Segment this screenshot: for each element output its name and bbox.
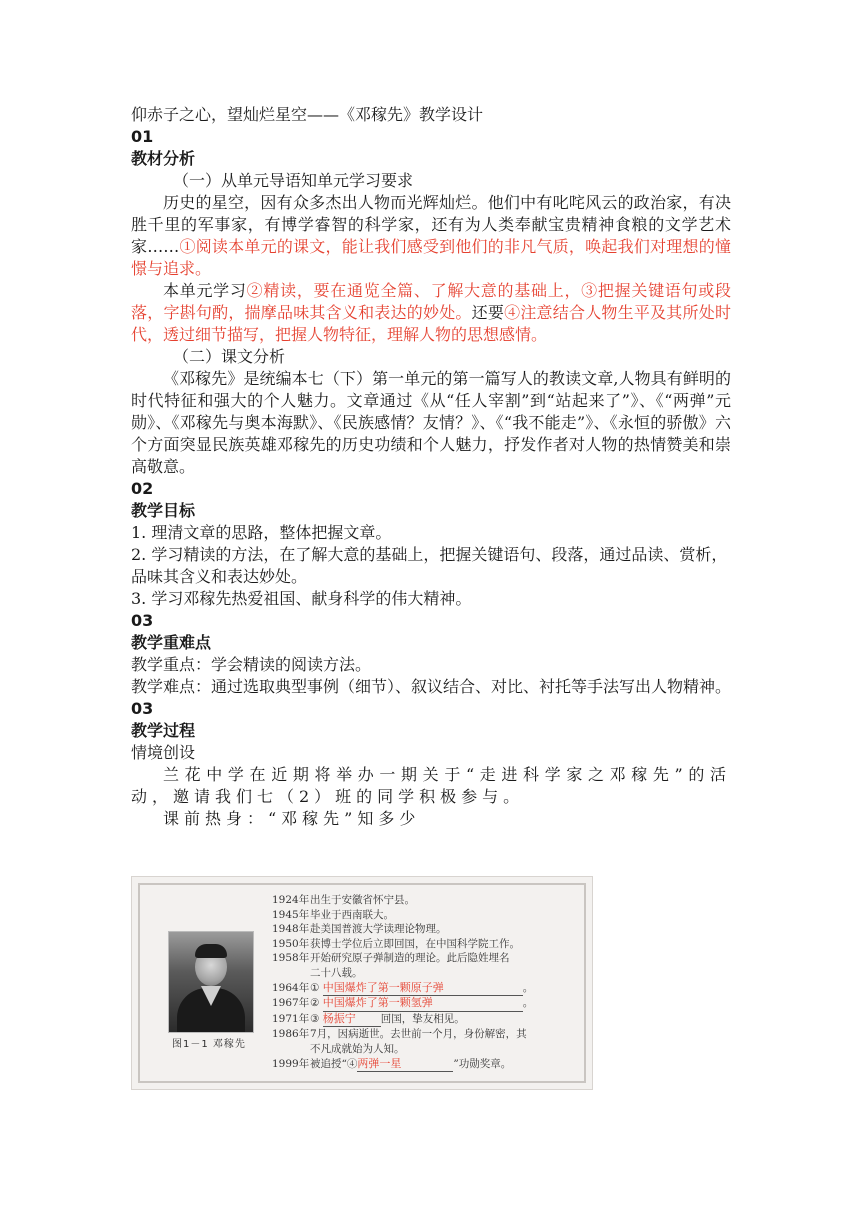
section-number: 03 <box>131 611 154 630</box>
highlight-text: ②精读，要在通览全篇、了解大意的基础上，③把握关键语句或段落，字斟句酌，揣摩品味其含义和表达的妙处。 <box>131 281 731 322</box>
blank-marker: ③ <box>310 1012 320 1025</box>
timeline-suffix: 。 <box>522 981 534 994</box>
objective-item: 3. 学习邓稼先热爱祖国、献身科学的伟大精神。 <box>131 589 472 608</box>
timeline-year <box>272 966 310 981</box>
figure-caption: 图1－1 邓稼先 <box>172 1039 246 1050</box>
timeline-row <box>272 966 577 981</box>
document-title: 仰赤子之心，望灿烂星空——《邓稼先》教学设计 <box>131 105 484 124</box>
paragraph: 《邓稼先》是统编本七（下）第一单元的第一篇写人的教读文章,人物具有鲜明的时代特征和强大的个人魅力。文章通过《从“任人宰割”到“站起来了”》、《“两弹”元勋》、《邓稼先与奥本海默》、《民族感情？友情？》、《“我不能走”》、《永恒的骄傲》六个方面突显民族英雄邓稼先的历史功绩和个人魅力，抒发作者对人物的热情赞美和崇高敬意。 <box>131 369 731 476</box>
timeline-year: 1967年 <box>272 997 310 1010</box>
section-heading: 教学重难点 <box>131 633 212 652</box>
paragraph-text: 本单元学习 <box>163 281 247 300</box>
section-number: 01 <box>131 127 154 146</box>
portrait-photo <box>168 931 254 1033</box>
paragraph-text: 还要 <box>471 303 505 322</box>
timeline-row <box>272 951 577 966</box>
timeline-row <box>272 937 577 952</box>
timeline-event: 获博士学位后立即回国，在中国科学院工作。 <box>310 937 520 950</box>
timeline-year: 1958年 <box>272 952 310 965</box>
paragraph <box>131 192 731 280</box>
timeline-year: 1964年 <box>272 981 310 994</box>
timeline-prefix: 被追授“④ <box>310 1057 358 1070</box>
timeline-suffix: 回国，挚友相见。 <box>380 1012 465 1025</box>
section-heading: 教学目标 <box>131 501 196 520</box>
objective-item: 1. 理清文章的思路，整体把握文章。 <box>131 523 392 542</box>
timeline-event: 开始研究原子弹制造的理论。此后隐姓埋名 <box>310 952 510 965</box>
timeline-event: 二十八载。 <box>310 966 363 979</box>
timeline-event: 不凡成就始为人知。 <box>310 1042 405 1055</box>
filled-answer: 两弹一星 <box>357 1057 453 1073</box>
section-heading: 教学过程 <box>131 721 196 740</box>
paragraph-text: 历史的星空，因有众多杰出人物而光辉灿烂。他们中有叱咤风云的政治家，有决胜千里的军事家，有博学睿智的科学家，还有为人类奉献宝贵精神食粮的文学艺术家…… <box>131 193 731 256</box>
highlight-text: ④注意结合人物生平及其所处时代，透过细节描写，把握人物特征，理解人物的思想感情。 <box>131 303 731 344</box>
timeline-row <box>272 908 577 923</box>
filled-answer: 中国爆炸了第一颗氢弹 <box>323 996 523 1012</box>
timeline-year <box>272 1042 310 1057</box>
timeline-event: 出生于安徽省怀宁县。 <box>310 894 415 906</box>
objective-item: 2. 学习精读的方法，在了解大意的基础上，把握关键语句、段落，通过品读、赏析，品味其含义和表达妙处。 <box>131 545 728 586</box>
section-heading: 教材分析 <box>131 149 196 168</box>
paragraph <box>131 280 731 346</box>
subsection-heading: （一）从单元导语知单元学习要求 <box>173 171 414 190</box>
timeline-year: 1971年 <box>272 1012 310 1025</box>
highlight-text: ①阅读本单元的课文，能让我们感受到他们的非凡气质，唤起我们对理想的憧憬与追求。 <box>131 237 731 278</box>
timeline-row <box>272 1027 577 1042</box>
textbook-figure <box>131 876 593 1090</box>
timeline-row <box>272 1057 577 1073</box>
subsection-heading: 情境创设 <box>131 743 196 762</box>
timeline-event: 毕业于西南联大。 <box>310 908 394 921</box>
timeline-year: 1948年 <box>272 923 310 936</box>
section-number: 03 <box>131 699 154 718</box>
timeline-year: 1986年 <box>272 1028 310 1041</box>
blank-marker: ① <box>310 981 320 994</box>
timeline-year: 1924年 <box>272 894 310 906</box>
timeline-year: 1999年 <box>272 1057 310 1070</box>
timeline-row <box>272 922 577 937</box>
section-number: 02 <box>131 479 154 498</box>
timeline-row <box>272 981 577 997</box>
filled-answer: 中国爆炸了第一颗原子弹 <box>323 981 523 997</box>
timeline-year: 1950年 <box>272 937 310 950</box>
difficult-point: 教学难点：通过选取典型事例（细节）、叙议结合、对比、衬托等手法写出人物精神。 <box>131 677 732 696</box>
filled-answer: 杨振宁 <box>323 1012 381 1028</box>
paragraph: 课前热身：“邓稼先”知多少 <box>163 809 421 828</box>
subsection-heading: （二）课文分析 <box>173 347 286 366</box>
timeline-suffix: ”功勋奖章。 <box>453 1057 512 1070</box>
timeline <box>272 893 577 1072</box>
timeline-event: 赴美国普渡大学读理论物理。 <box>310 923 447 936</box>
timeline-row <box>272 893 577 908</box>
document-body <box>131 104 731 830</box>
key-point: 教学重点：学会精读的阅读方法。 <box>131 655 372 674</box>
timeline-suffix: 。 <box>522 997 534 1010</box>
timeline-row <box>272 996 577 1012</box>
timeline-row <box>272 1042 577 1057</box>
timeline-event: 7月，因病逝世。去世前一个月，身份解密，其 <box>310 1028 527 1041</box>
paragraph: 兰花中学在近期将举办一期关于“走进科学家之邓稼先”的活动，邀请我们七（2）班的同学积极参与。 <box>131 765 731 806</box>
timeline-year: 1945年 <box>272 908 310 921</box>
blank-marker: ② <box>310 997 320 1010</box>
timeline-row <box>272 1012 577 1028</box>
